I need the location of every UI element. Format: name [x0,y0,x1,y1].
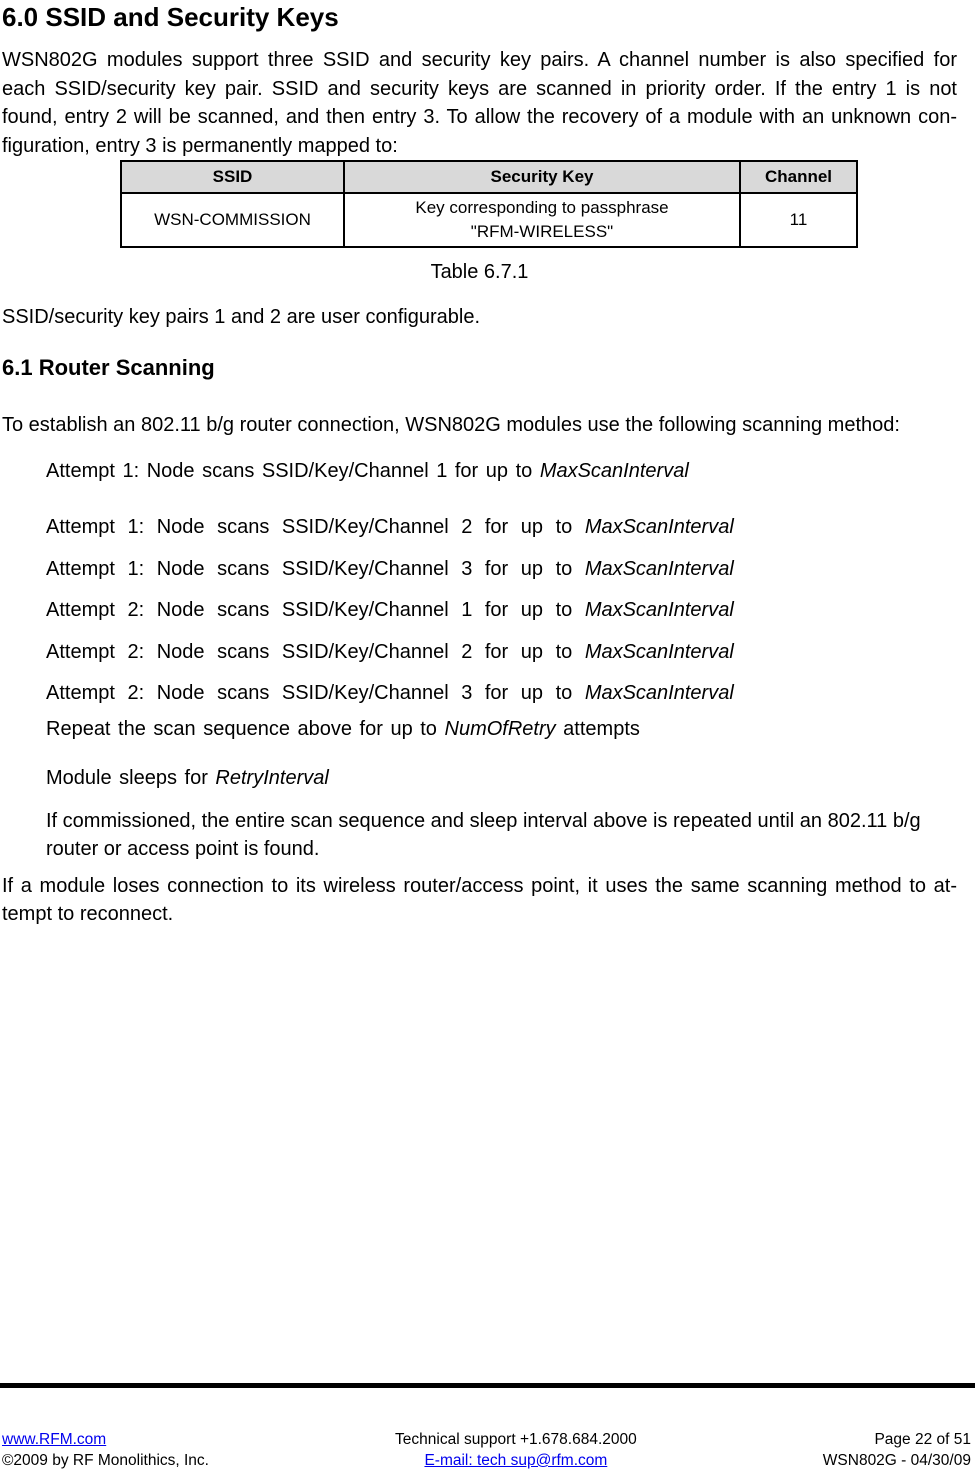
page-number-text: Page 22 of 51 [874,1431,971,1448]
attempt-text: Attempt 1: Node scans SSID/Key/Channel 1 for up to [46,459,540,482]
table-header-row [121,161,857,193]
support-email-link[interactable]: E-mail: tech sup@rfm.com [424,1452,608,1469]
scan-attempt-line [46,457,957,486]
scanning-method-intro: To establish an 802.11 b/g router connection, WSN802G modules use the following scanning method: [2,414,900,436]
footer-left [2,1429,209,1470]
table-row [121,193,857,247]
text-line: If commissioned, the entire scan sequence and sleep interval above is repeated until an 802.11 b/g [46,809,921,832]
parameter-name: MaxScanInterval [584,599,734,621]
attempt-text: Attempt 2: Node scans SSID/Key/Channel 1 for up to [46,599,585,621]
parameter-name: MaxScanInterval [584,557,734,580]
attempt-text: Attempt 1: Node scans SSID/Key/Channel 2 for up to [46,516,585,538]
text-line: figuration, entry 3 is permanently mapped to: [2,134,398,157]
parameter-name: NumOfRetry [444,717,556,740]
attempt-text: Attempt 2: Node scans SSID/Key/Channel 3 for up to [46,682,585,704]
repeat-text-post: attempts [555,717,640,740]
parameter-name: MaxScanInterval [584,516,734,538]
key-value-line: "RFM-WIRELESS" [470,222,614,241]
scan-attempt-line [46,679,957,708]
parameter-name: RetryInterval [215,767,329,789]
key-passphrase-line: Key corresponding to passphrase [415,198,669,217]
section-61-heading: 6.1 Router Scanning [2,355,215,380]
parameter-name: MaxScanInterval [539,459,689,482]
sleep-text: Module sleeps for [46,767,216,789]
footer-divider [0,1383,975,1388]
cell-channel: 11 [740,193,857,247]
ssid-security-table [120,160,858,248]
doc-id-text: WSN802G - 04/30/09 [822,1452,971,1469]
scan-attempt-line [46,596,957,625]
parameter-name: MaxScanInterval [584,640,734,663]
scan-attempt-line [46,555,957,584]
text-line: router or access point is found. [46,838,320,860]
module-sleep-line [46,764,957,793]
cell-ssid: WSN-COMMISSION [121,193,344,247]
attempt-text: Attempt 2: Node scans SSID/Key/Channel 2 for up to [46,640,585,663]
text-line: tempt to reconnect. [2,903,174,925]
page-footer [2,1429,971,1470]
text-line: If a module loses connection to its wireless router/access point, it uses the same scanning method to at- [2,874,957,897]
text-line: each SSID/security key pair. SSID and security keys are scanned in priority order. If the entry 1 is not [2,77,957,100]
repeat-scan-line [46,715,957,744]
reconnect-paragraph [2,872,957,929]
table-caption: Table 6.7.1 [430,261,529,283]
section-60-heading: 6.0 SSID and Security Keys [2,2,339,32]
text-line: found, entry 2 will be scanned, and then entry 3. To allow the recovery of a module with an unknown con- [2,106,957,128]
attempt-text: Attempt 1: Node scans SSID/Key/Channel 3 for up to [46,557,585,580]
parameter-name: MaxScanInterval [584,682,734,704]
configurable-note: SSID/security key pairs 1 and 2 are user configurable. [2,305,481,328]
table-header-channel: Channel [740,161,857,193]
scan-attempt-line [46,513,957,542]
text-line: WSN802G modules support three SSID and security key pairs. A channel number is also specified for [2,49,957,71]
support-phone-text: Technical support +1.678.684.2000 [395,1431,637,1448]
rfm-website-link[interactable]: www.RFM.com [2,1431,107,1448]
footer-center [395,1429,637,1470]
repeat-text: Repeat the scan sequence above for up to [46,717,445,740]
intro-paragraph [2,46,957,160]
cell-security-key [344,193,740,247]
commissioned-paragraph [46,807,957,864]
copyright-text: ©2009 by RF Monolithics, Inc. [2,1452,209,1469]
footer-right [823,1429,971,1470]
table-header-security-key: Security Key [344,161,740,193]
table-header-ssid: SSID [121,161,344,193]
scan-attempt-line [46,638,957,667]
